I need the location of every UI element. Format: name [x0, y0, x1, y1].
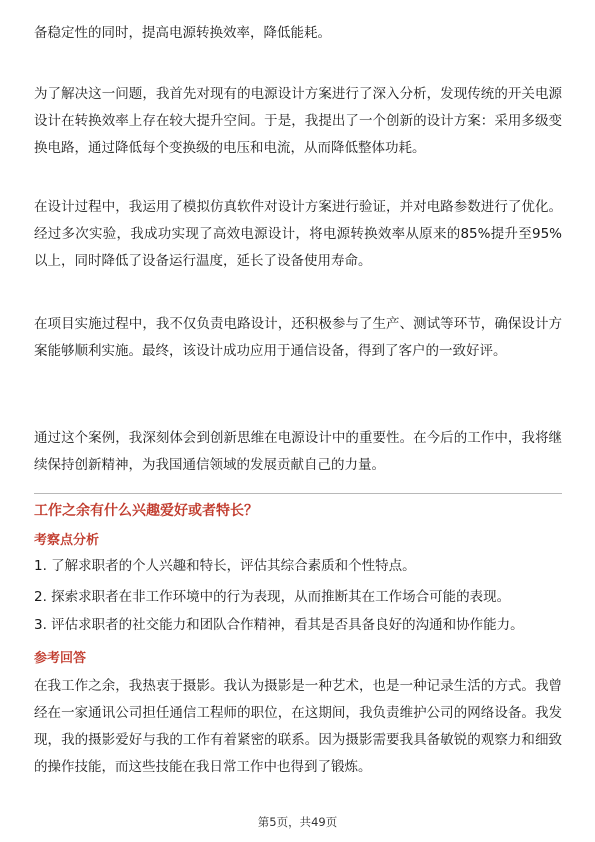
answer-text: 在我工作之余，我热衷于摄影。我认为摄影是一种艺术，也是一种记录生活的方式。我曾经在一家通讯公司担任通信工程师的职位，在这期间，我负责维护公司的网络设备。我发现，我的摄影爱好与我的工作有着紧密的联系。因为摄影需要我具备敏锐的观察力和细致的操作技能，而这些技能在我日常工作中也得到了锻炼。 — [34, 678, 562, 775]
paragraph-conclusion: 通过这个案例，我深刻体会到创新思维在电源设计中的重要性。在今后的工作中，我将继续保持创新精神，为我国通信领域的发展贡献自己的力量。 — [34, 430, 562, 473]
section-divider — [34, 493, 562, 494]
interview-question: 工作之余有什么兴趣爱好或者特长？ — [34, 503, 258, 519]
analysis-label: 考察点分析 — [34, 533, 100, 548]
answer-label: 参考回答 — [34, 651, 87, 666]
paragraph-continuation: 备稳定性的同时，提高电源转换效率，降低能耗。 — [34, 25, 331, 41]
analysis-item-1: 1. 了解求职者的个人兴趣和特长，评估其综合素质和个性特点。 — [34, 558, 416, 574]
analysis-item-3: 3. 评估求职者的社交能力和团队合作精神，看其是否具备良好的沟通和协作能力。 — [34, 617, 524, 633]
paragraph-problem-analysis: 为了解决这一问题，我首先对现有的电源设计方案进行了深入分析，发现传统的开关电源设计在转换效率上存在较大提升空间。于是，我提出了一个创新的设计方案：采用多级变换电路，通过降低每个变换级的电压和电流，从而降低整体功耗。 — [34, 86, 562, 156]
paragraph-implementation: 在项目实施过程中，我不仅负责电路设计，还积极参与了生产、测试等环节，确保设计方案能够顺利实施。最终，该设计成功应用于通信设备，得到了客户的一致好评。 — [34, 316, 562, 359]
paragraph-design-process: 在设计过程中，我运用了模拟仿真软件对设计方案进行验证，并对电路参数进行了优化。经过多次实验，我成功实现了高效电源设计，将电源转换效率从原来的85%提升至95%以上，同时降低了设备运行温度，延长了设备使用寿命。 — [34, 199, 562, 269]
page-footer: 第5页，共49页 — [257, 815, 338, 829]
analysis-item-2: 2. 探索求职者在非工作环境中的行为表现，从而推断其在工作场合可能的表现。 — [34, 589, 511, 605]
